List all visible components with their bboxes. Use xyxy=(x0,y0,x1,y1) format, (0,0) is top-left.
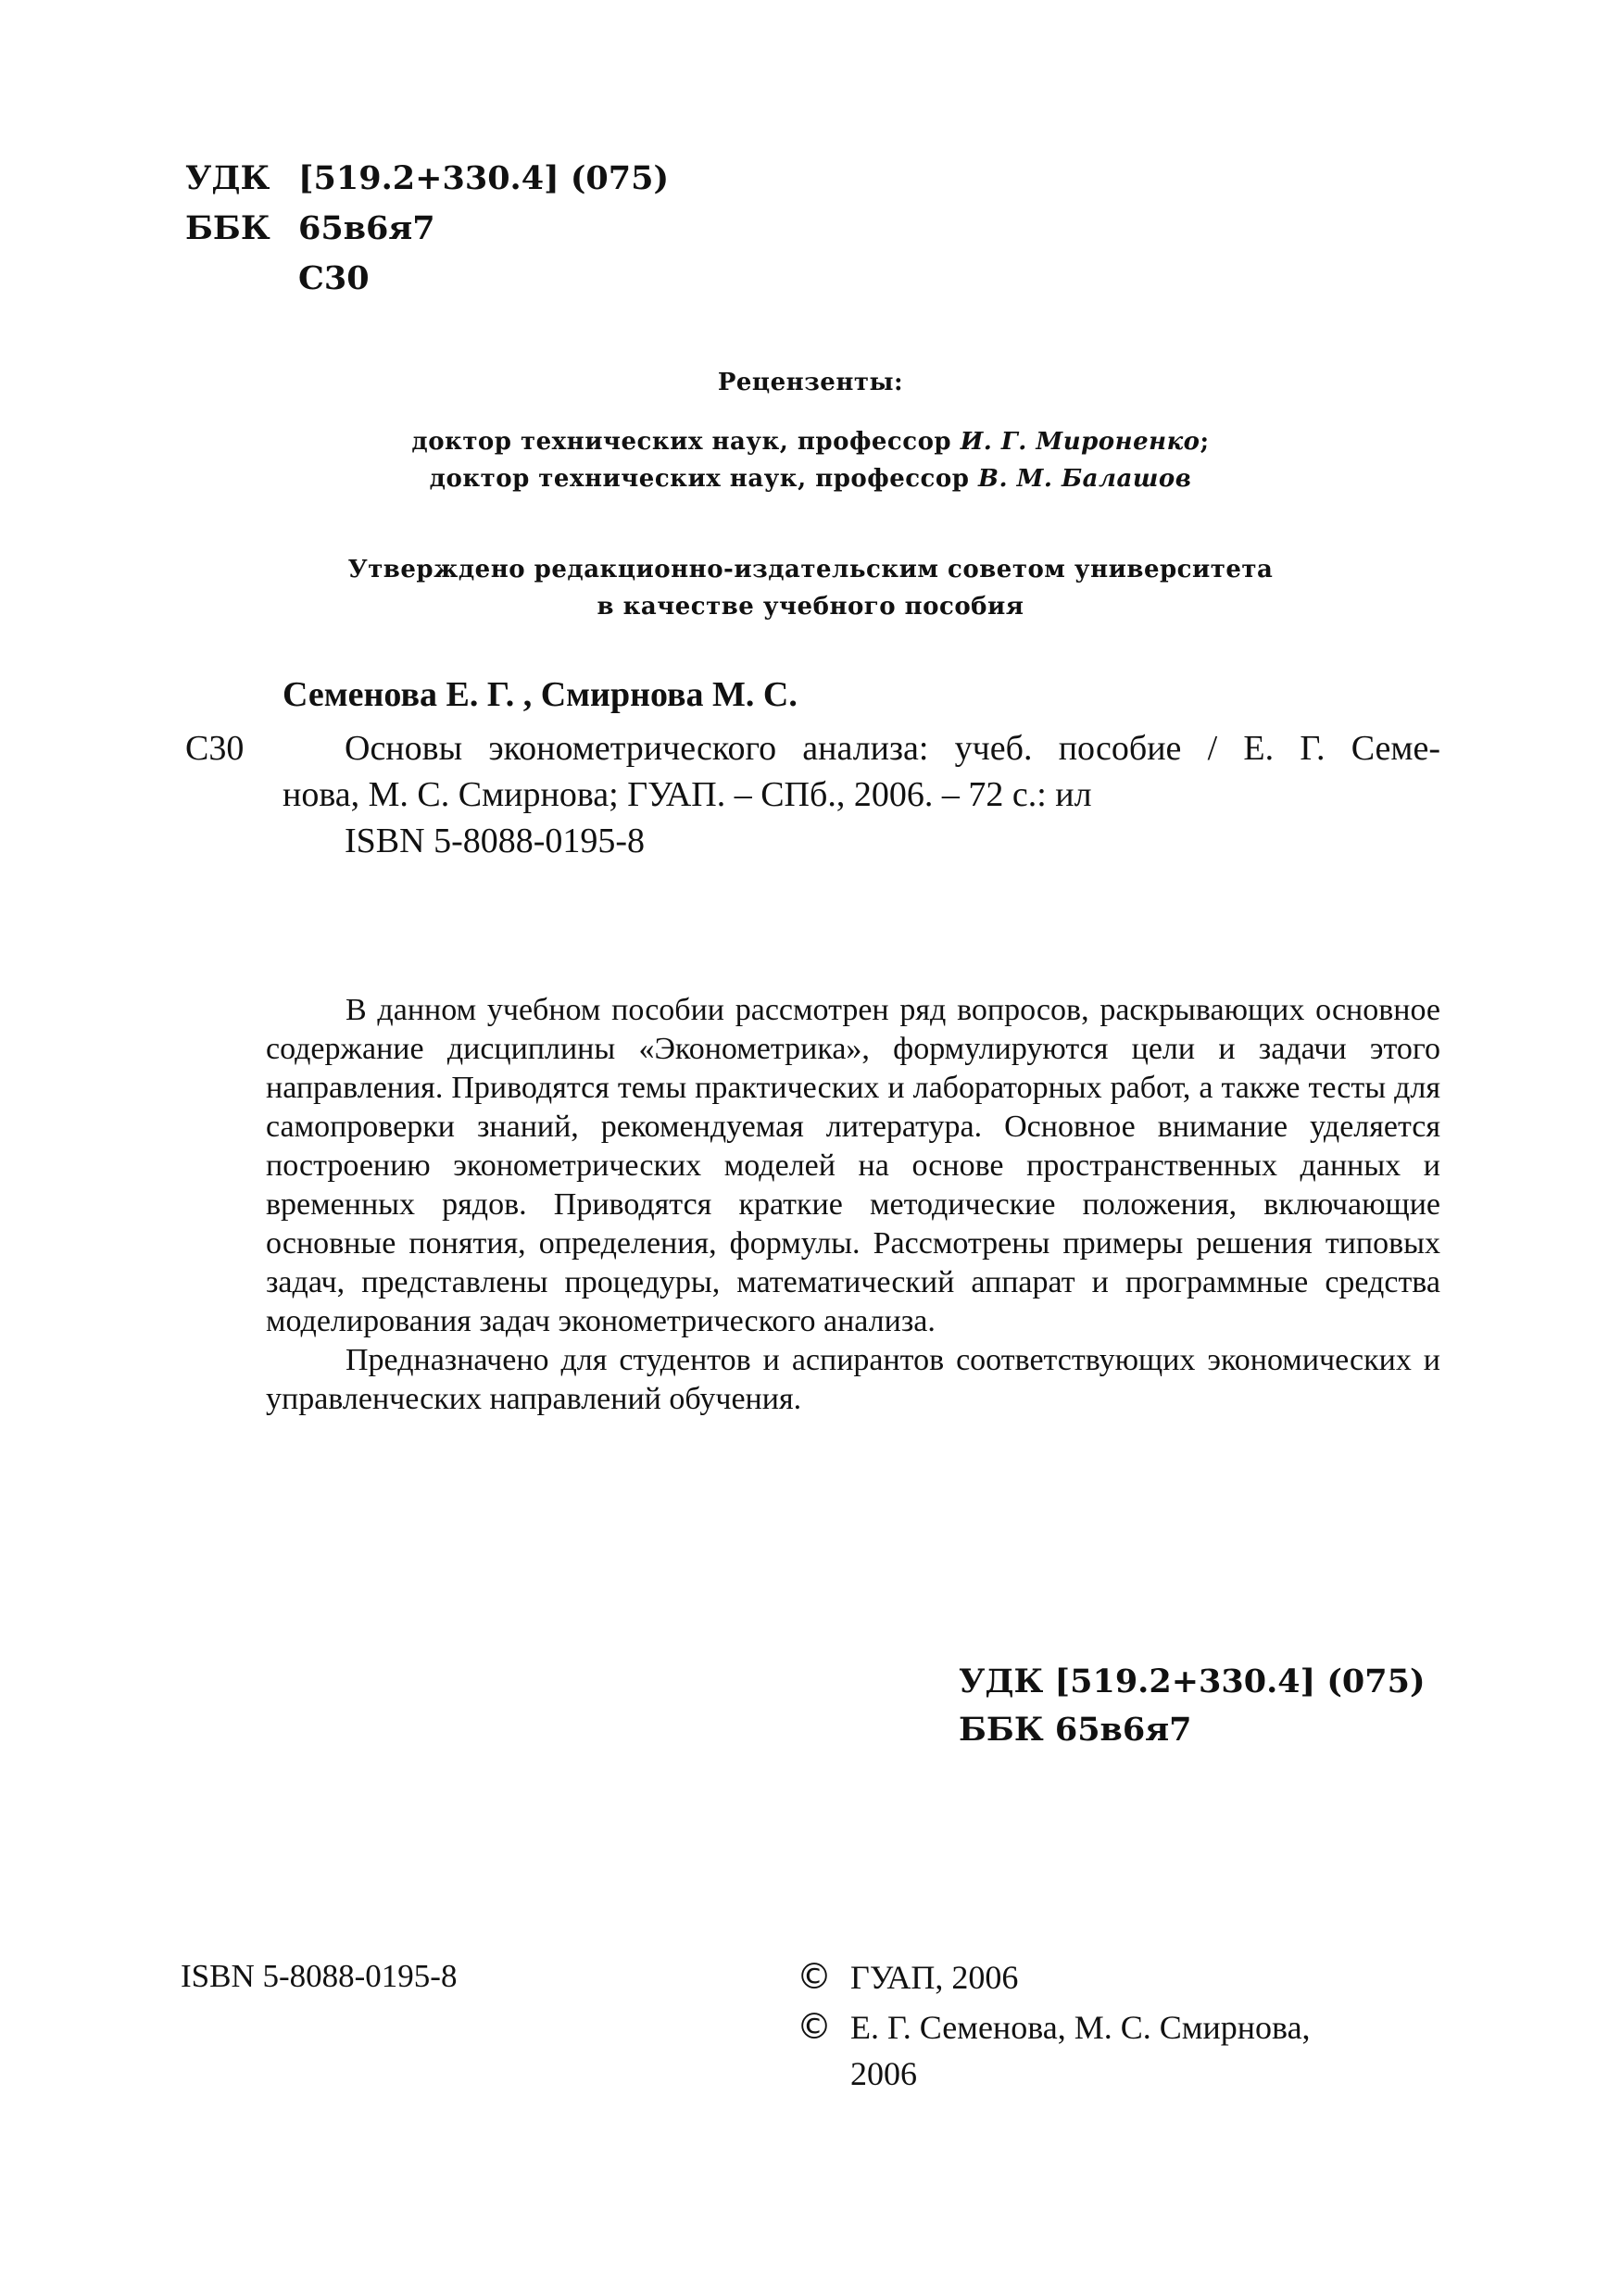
footer-bbk: ББК 65в6я7 xyxy=(959,1711,1192,1749)
catalog-line-2: нова, М. С. Смирнова; ГУАП. – СПб., 2006. – 72 с.: ил xyxy=(283,775,1092,814)
annotation xyxy=(266,991,1440,1419)
reviewer-2 xyxy=(0,465,1621,493)
approval-line-2: в качестве учебного пособия xyxy=(597,593,1024,621)
reviewer-1-prefix: доктор технических наук, профессор xyxy=(411,428,952,456)
bottom-isbn: ISBN 5-8088-0195-8 xyxy=(181,1958,458,1994)
copyright-symbol-2: © xyxy=(797,2006,832,2047)
catalog-authors: Семенова Е. Г. , Смирнова М. С. xyxy=(283,675,798,714)
udk-label: УДК xyxy=(185,159,270,197)
copyright-guap: ГУАП, 2006 xyxy=(850,1959,1019,1996)
catalog-mark: С30 xyxy=(185,729,245,768)
reviewer-1-suffix: ; xyxy=(1200,428,1210,456)
bbk-value: 65в6я7 xyxy=(298,209,435,247)
copyright-authors: Е. Г. Семенова, М. С. Смирнова, xyxy=(850,2009,1311,2046)
catalog-isbn: ISBN 5-8088-0195-8 xyxy=(345,822,646,860)
annotation-paragraph-1: В данном учебном пособии рассмотрен ряд вопросов, раскрывающих основное содержание дисциплины «Эконометрика», формулируются цели и задачи этого направления. Приводятся темы практических и лабораторных работ, а также тесты для самопроверки знаний, рекомендуемая литература. Основное внимание уделяется построению эконометрических моделей на основе пространственных данных и временных рядов. Приводятся краткие методические положения, включающие основные понятия, определения, формулы. Рассмотрены примеры решения типовых задач, представлены процедуры, математический аппарат и программные средства моделирования задач эконометрического анализа. xyxy=(266,993,1440,1338)
copyright-year: 2006 xyxy=(850,2055,917,2092)
footer-udk: УДК [519.2+330.4] (075) xyxy=(959,1662,1426,1700)
bbk-label: ББК xyxy=(185,209,270,247)
annotation-paragraph-2: Предназначено для студентов и аспирантов соответствующих экономических и управленческих направлений обучения. xyxy=(266,1343,1440,1416)
reviewer-1 xyxy=(0,428,1621,456)
catalog-line-1: Основы эконометрического анализа: учеб. пособие / Е. Г. Семе- xyxy=(345,729,1440,768)
reviewer-2-name: В. М. Балашов xyxy=(977,465,1192,493)
author-mark: С30 xyxy=(298,259,370,297)
copyright-symbol-1: © xyxy=(797,1956,832,1997)
approval-line-1: Утверждено редакционно-издательским советом университета xyxy=(347,556,1274,583)
reviewer-1-name: И. Г. Мироненко xyxy=(960,428,1200,456)
reviewers-title: Рецензенты: xyxy=(717,369,904,396)
reviewer-2-prefix: доктор технических наук, профессор xyxy=(429,465,970,493)
udk-value: [519.2+330.4] (075) xyxy=(298,159,670,197)
